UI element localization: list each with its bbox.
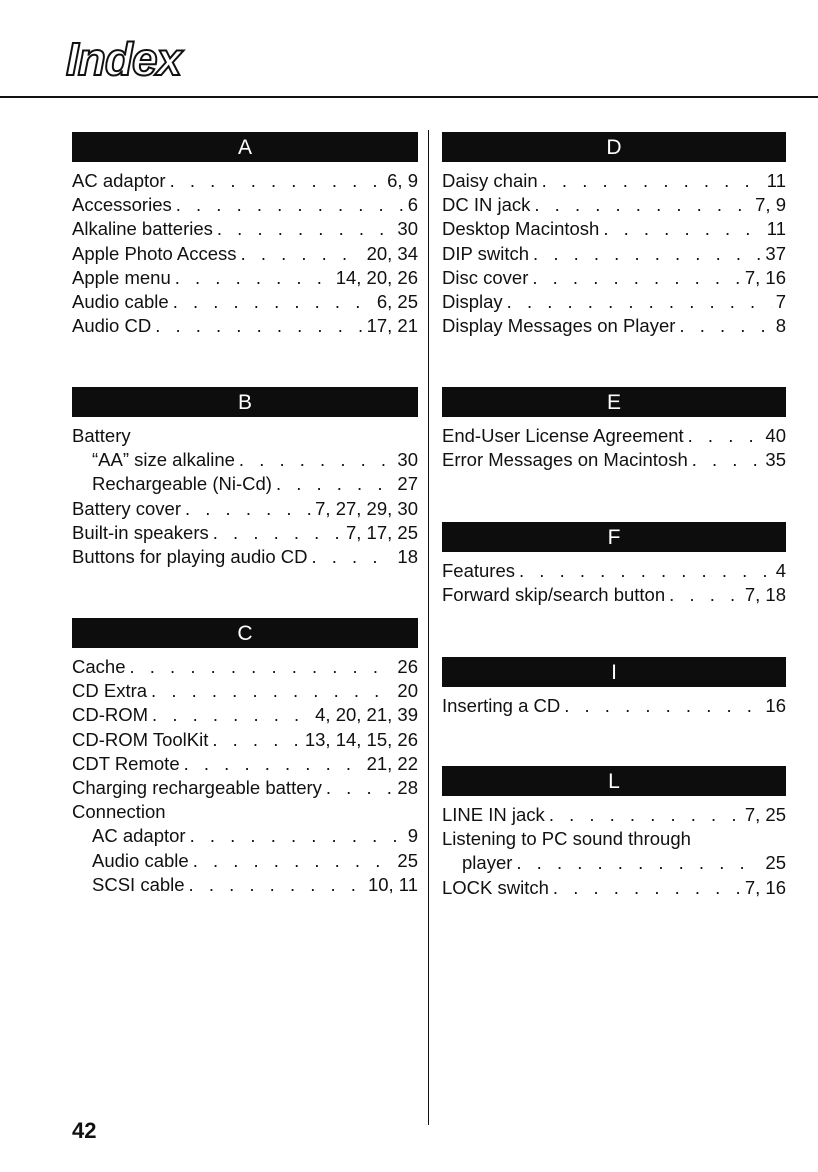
section-entries-a: [72, 169, 418, 338]
dot-leader: [688, 424, 762, 448]
entry-pages: 7: [775, 290, 786, 312]
entry-pages: 10, 11: [367, 873, 418, 895]
entry-pages: 11: [766, 218, 786, 240]
entry-term: Display Messages on Player: [442, 315, 676, 337]
entry-term: Apple Photo Access: [72, 242, 237, 264]
entry-term: “AA” size alkaline: [92, 449, 235, 471]
index-entry: [72, 521, 418, 545]
entry-term: Audio cable: [72, 290, 169, 312]
entry-term: Connection: [72, 801, 166, 823]
dot-leader: [326, 776, 394, 800]
dot-leader: [532, 266, 740, 290]
entry-pages: 7, 27, 29, 30: [315, 497, 418, 519]
dot-leader: [189, 873, 364, 897]
section-entries-c: [72, 655, 418, 897]
index-entry: [442, 583, 786, 607]
index-entry: [442, 448, 786, 472]
dot-leader: [516, 851, 761, 875]
section-header-b: B: [72, 387, 418, 417]
dot-leader: [129, 655, 393, 679]
entry-term: CD-ROM ToolKit: [72, 728, 209, 750]
index-entry: [72, 545, 418, 569]
entry-pages: 25: [397, 849, 418, 871]
page-number: 42: [72, 1118, 97, 1143]
header-rule: [0, 96, 818, 98]
entry-pages: 4, 20, 21, 39: [315, 704, 418, 726]
column-divider: [428, 130, 429, 1125]
index-entry: [442, 242, 786, 266]
entry-pages: 13, 14, 15, 26: [304, 728, 418, 750]
entry-pages: 7, 16: [744, 266, 786, 288]
index-entry: [72, 655, 418, 679]
entry-pages: 30: [397, 218, 418, 240]
entry-term: LOCK switch: [442, 876, 549, 898]
entry-term: CD-ROM: [72, 704, 149, 726]
dot-leader: [276, 472, 393, 496]
entry-term: Audio CD: [72, 315, 152, 337]
index-entry: [442, 876, 786, 900]
dot-leader: [603, 217, 762, 241]
entry-term: player: [462, 852, 513, 874]
entry-pages: 25: [765, 852, 786, 874]
entry-term: Daisy chain: [442, 170, 538, 191]
entry-term: SCSI cable: [92, 873, 185, 895]
index-entry: [72, 776, 418, 800]
index-entry: [72, 752, 418, 776]
entry-pages: 7, 18: [744, 584, 786, 606]
entry-term: Forward skip/search button: [442, 584, 666, 606]
dot-leader: [185, 497, 311, 521]
entry-term: AC adaptor: [92, 825, 186, 847]
index-entry: [442, 803, 786, 827]
index-entry: [442, 424, 786, 448]
entry-term: Buttons for playing audio CD: [72, 545, 308, 567]
dot-leader: [239, 448, 394, 472]
index-entry: [442, 266, 786, 290]
index-entry: [72, 679, 418, 703]
dot-leader: [679, 314, 771, 338]
index-entry: [72, 266, 418, 290]
dot-leader: [190, 824, 404, 848]
entry-pages: 21, 22: [366, 752, 418, 774]
index-entry: [442, 694, 786, 718]
entry-term: Alkaline batteries: [72, 218, 213, 240]
dot-leader: [241, 242, 363, 266]
index-entry: [72, 424, 418, 448]
entry-term: Disc cover: [442, 266, 529, 288]
section-header-a: A: [72, 132, 418, 162]
dot-leader: [669, 583, 741, 607]
entry-term: Charging rechargeable battery: [72, 776, 322, 798]
entry-pages: 20, 34: [366, 242, 418, 264]
section-header-f: F: [442, 522, 786, 552]
entry-term: Battery cover: [72, 497, 181, 519]
entry-term: Accessories: [72, 194, 172, 216]
dot-leader: [542, 169, 763, 193]
entry-pages: 18: [397, 545, 418, 567]
entry-term: Listening to PC sound through: [442, 828, 691, 850]
entry-pages: 7, 9: [755, 194, 786, 216]
entry-pages: 26: [397, 656, 418, 677]
entry-pages: 20: [397, 680, 418, 702]
entry-pages: 30: [397, 449, 418, 471]
dot-leader: [212, 728, 300, 752]
dot-leader: [217, 217, 394, 241]
entry-pages: 7, 16: [744, 876, 786, 898]
index-entry: [72, 703, 418, 727]
index-entry: [72, 242, 418, 266]
entry-pages: 28: [397, 776, 418, 798]
entry-pages: 8: [775, 315, 786, 337]
entry-term: Battery: [72, 425, 131, 446]
index-entry: [72, 497, 418, 521]
entry-term: End-User License Agreement: [442, 425, 684, 446]
section-entries-i: [442, 694, 786, 718]
dot-leader: [193, 849, 394, 873]
section-entries-b: [72, 424, 418, 569]
entry-term: DIP switch: [442, 242, 530, 264]
entry-pages: 27: [397, 473, 418, 495]
entry-pages: 4: [775, 560, 786, 581]
index-entry: [72, 824, 418, 848]
page-title: Index: [66, 33, 182, 85]
index-entry: [442, 290, 786, 314]
dot-leader: [155, 314, 362, 338]
entry-term: Rechargeable (Ni-Cd): [92, 473, 272, 495]
dot-leader: [519, 559, 772, 583]
entry-term: Audio cable: [92, 849, 189, 871]
dot-leader: [534, 193, 751, 217]
entry-term: Error Messages on Macintosh: [442, 449, 688, 471]
entry-pages: 6, 9: [387, 170, 418, 191]
entry-term: Built-in speakers: [72, 521, 209, 543]
index-entry: [442, 827, 786, 851]
dot-leader: [564, 694, 761, 718]
dot-leader: [312, 545, 394, 569]
dot-leader: [213, 521, 342, 545]
entry-term: Apple menu: [72, 266, 171, 288]
dot-leader: [533, 242, 761, 266]
index-entry: [72, 728, 418, 752]
dot-leader: [151, 679, 393, 703]
entry-pages: 11: [766, 170, 786, 191]
dot-leader: [170, 169, 384, 193]
entry-pages: 17, 21: [366, 315, 418, 337]
entry-term: CD Extra: [72, 680, 148, 702]
section-entries-d: [442, 169, 786, 338]
entry-pages: 37: [765, 242, 786, 264]
entry-pages: 35: [765, 449, 786, 471]
index-entry: [442, 314, 786, 338]
dot-leader: [692, 448, 762, 472]
index-entry: [72, 873, 418, 897]
entry-term: Display: [442, 290, 503, 312]
index-entry: [72, 193, 418, 217]
index-entry: [72, 800, 418, 824]
dot-leader: [507, 290, 772, 314]
entry-term: Inserting a CD: [442, 695, 561, 716]
dot-leader: [553, 876, 741, 900]
entry-term: DC IN jack: [442, 194, 531, 216]
index-entry: [72, 217, 418, 241]
entry-term: Cache: [72, 656, 126, 677]
entry-pages: 6: [407, 194, 418, 216]
entry-pages: 7, 17, 25: [345, 521, 418, 543]
index-entry: [72, 290, 418, 314]
entry-pages: 40: [765, 425, 786, 446]
index-entry: [72, 314, 418, 338]
section-header-c: C: [72, 618, 418, 648]
index-entry: [442, 193, 786, 217]
dot-leader: [173, 290, 373, 314]
entry-term: LINE IN jack: [442, 804, 545, 825]
dot-leader: [184, 752, 363, 776]
section-header-d: D: [442, 132, 786, 162]
dot-leader: [152, 703, 311, 727]
section-header-l: L: [442, 766, 786, 796]
dot-leader: [176, 193, 404, 217]
entry-pages: 9: [407, 825, 418, 847]
section-header-e: E: [442, 387, 786, 417]
index-entry: [72, 448, 418, 472]
entry-term: Desktop Macintosh: [442, 218, 600, 240]
section-entries-e: [442, 424, 786, 472]
entry-term: Features: [442, 560, 516, 581]
index-entry: [72, 169, 418, 193]
entry-term: CDT Remote: [72, 752, 180, 774]
index-entry: [442, 851, 786, 875]
section-header-i: I: [442, 657, 786, 687]
section-entries-f: [442, 559, 786, 607]
entry-pages: 6, 25: [376, 290, 418, 312]
dot-leader: [549, 803, 741, 827]
entry-pages: 16: [765, 695, 786, 716]
index-entry: [442, 559, 786, 583]
section-entries-l: [442, 803, 786, 900]
index-entry: [442, 217, 786, 241]
entry-term: AC adaptor: [72, 170, 166, 191]
index-entry: [442, 169, 786, 193]
entry-pages: 14, 20, 26: [335, 266, 418, 288]
index-entry: [72, 849, 418, 873]
dot-leader: [175, 266, 332, 290]
index-entry: [72, 472, 418, 496]
entry-pages: 7, 25: [744, 804, 786, 825]
